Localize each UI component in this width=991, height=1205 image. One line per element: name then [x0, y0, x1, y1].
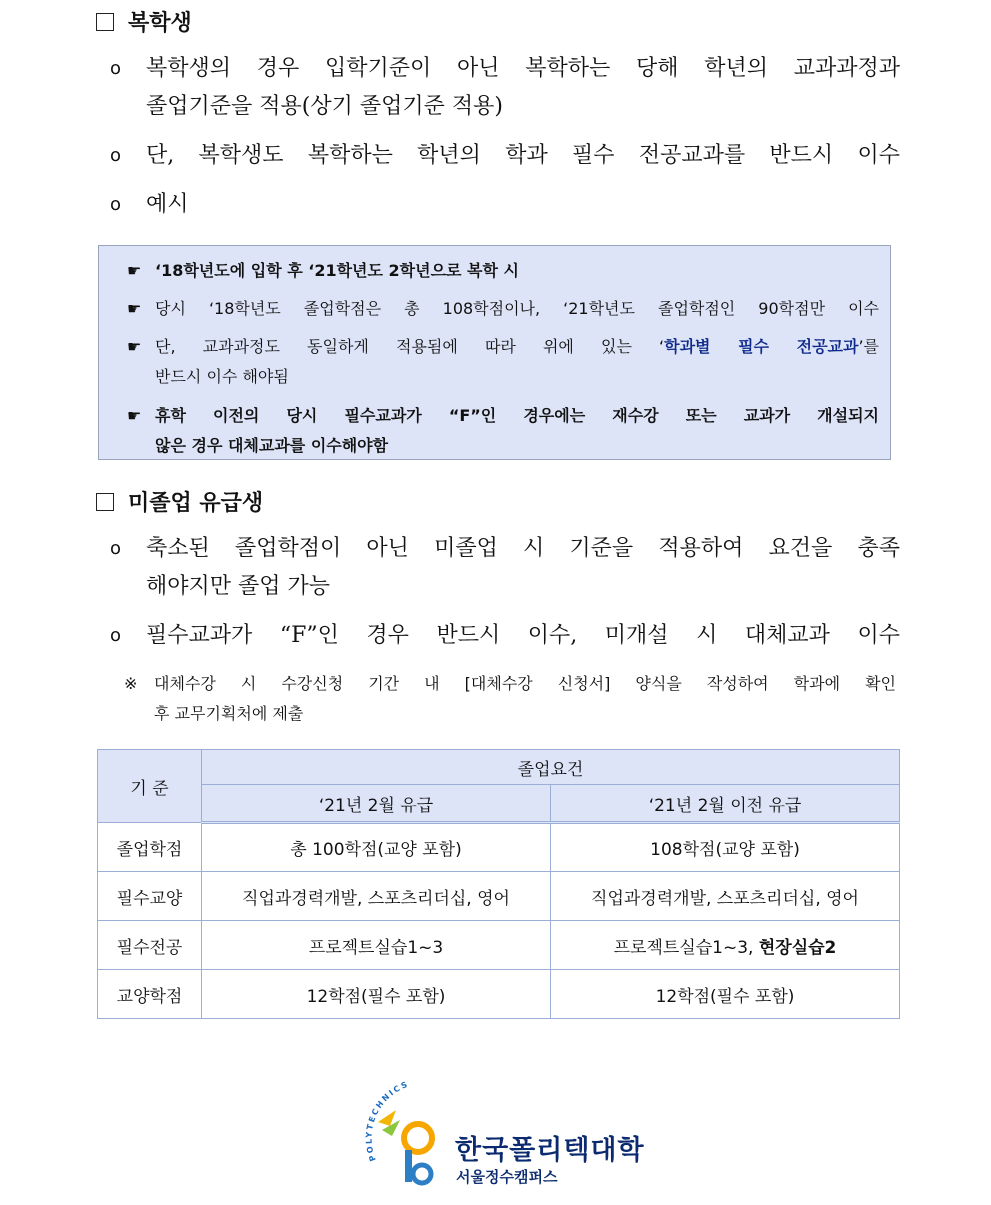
header-requirements: 졸업요건	[202, 750, 900, 785]
section-title: 미졸업 유급생	[128, 491, 264, 516]
section-heading-repeating	[96, 486, 263, 517]
circle-bullet-icon: o	[110, 194, 122, 215]
example-text: 않은 경우 대체교과를 이수해야함	[155, 436, 389, 455]
example-item	[127, 401, 879, 461]
table-row	[98, 823, 900, 872]
reference-mark-icon: ※	[124, 674, 138, 693]
checkbox-square-icon	[96, 13, 114, 31]
circle-bullet-icon: o	[110, 58, 122, 79]
row-label: 교양학점	[98, 970, 202, 1019]
pointing-hand-icon: ☛	[127, 261, 142, 280]
header-col: ‘21년 2월 유급	[202, 785, 551, 823]
header-col: ‘21년 2월 이전 유급	[551, 785, 900, 823]
checkbox-square-icon	[96, 493, 114, 511]
note-text: 후 교무기획처에 제출	[154, 704, 304, 723]
note	[124, 669, 896, 729]
example-box	[98, 245, 891, 460]
circle-bullet-icon: o	[110, 625, 122, 646]
circle-bullet-icon: o	[110, 538, 122, 559]
row-label: 졸업학점	[98, 823, 202, 872]
pointing-hand-icon: ☛	[127, 299, 142, 318]
table-cell: 총 100학점(교양 포함)	[202, 823, 551, 872]
row-label: 필수교양	[98, 872, 202, 921]
bullet-item	[110, 186, 900, 224]
example-text: 휴학 이전의 당시 필수교과가 “F”인 경우에는 재수강 또는 교과가 개설되지	[155, 406, 879, 425]
table-cell: 직업과경력개발, 스포츠리더십, 영어	[202, 872, 551, 921]
bullet-text: 축소된 졸업학점이 아닌 미졸업 시 기준을 적용하여 요건을 충족	[146, 536, 900, 561]
bullet-text: 해야지만 졸업 가능	[146, 574, 331, 599]
example-text: 당시 ‘18학년도 졸업학점은 총 108학점이나, ‘21학년도 졸업학점인 90학점만 이수	[155, 299, 879, 318]
bullet-text: 단, 복학생도 복학하는 학년의 학과 필수 전공교과를 반드시 이수	[146, 143, 900, 168]
graduation-requirements-table	[97, 749, 900, 1019]
cell-text: 프로젝트실습1~3,	[613, 937, 759, 958]
table-header-row	[98, 785, 900, 823]
bullet-item	[110, 530, 900, 606]
logo-ring-text: POLYTECHNICS	[364, 1080, 411, 1163]
section-title: 복학생	[128, 11, 192, 36]
circle-bullet-icon: o	[110, 145, 122, 166]
logo-campus: 서울정수캠퍼스	[456, 1168, 558, 1186]
table-row	[98, 970, 900, 1019]
example-item	[127, 332, 879, 392]
table-row	[98, 872, 900, 921]
pointing-hand-icon: ☛	[127, 337, 142, 356]
example-item	[127, 294, 879, 324]
cell-text-bold: 현장실습2	[758, 937, 837, 958]
row-label: 필수전공	[98, 921, 202, 970]
bullet-text: 졸업기준을 적용(상기 졸업기준 적용)	[146, 94, 503, 119]
header-criteria: 기 준	[98, 750, 202, 823]
note-text: 대체수강 시 수강신청 기간 내 [대체수강 신청서] 양식을 작성하여 학과에 확인	[154, 674, 896, 693]
example-item	[127, 256, 879, 286]
bullet-item	[110, 137, 900, 175]
table-cell: 12학점(필수 포함)	[551, 970, 900, 1019]
table-cell: 직업과경력개발, 스포츠리더십, 영어	[551, 872, 900, 921]
bullet-text: 복학생의 경우 입학기준이 아닌 복학하는 당해 학년의 교과과정과	[146, 56, 900, 81]
table-cell: 프로젝트실습1~3	[202, 921, 551, 970]
table-cell	[551, 921, 900, 970]
table-cell: 12학점(필수 포함)	[202, 970, 551, 1019]
table-header-row	[98, 750, 900, 785]
highlight-text: 학과별 필수 전공교과	[664, 337, 859, 356]
example-text: 반드시 이수 해야됨	[155, 367, 289, 386]
table-cell: 108학점(교양 포함)	[551, 823, 900, 872]
section-heading-returning	[96, 6, 192, 37]
pointing-hand-icon: ☛	[127, 406, 142, 425]
bullet-text: 예시	[146, 192, 189, 217]
bullet-item	[110, 617, 900, 655]
bullet-text: 필수교과가 “F”인 경우 반드시 이수, 미개설 시 대체교과 이수	[146, 623, 900, 648]
example-text: ‘18학년도에 입학 후 ‘21학년도 2학년으로 복학 시	[155, 261, 519, 280]
table-row	[98, 921, 900, 970]
bullet-item	[110, 50, 900, 126]
example-text: 단, 교과과정도 동일하게 적용됨에 따라 위에 있는 ‘	[155, 337, 665, 356]
example-text: ’를	[858, 337, 879, 356]
logo-name: 한국폴리텍대학	[455, 1135, 645, 1166]
